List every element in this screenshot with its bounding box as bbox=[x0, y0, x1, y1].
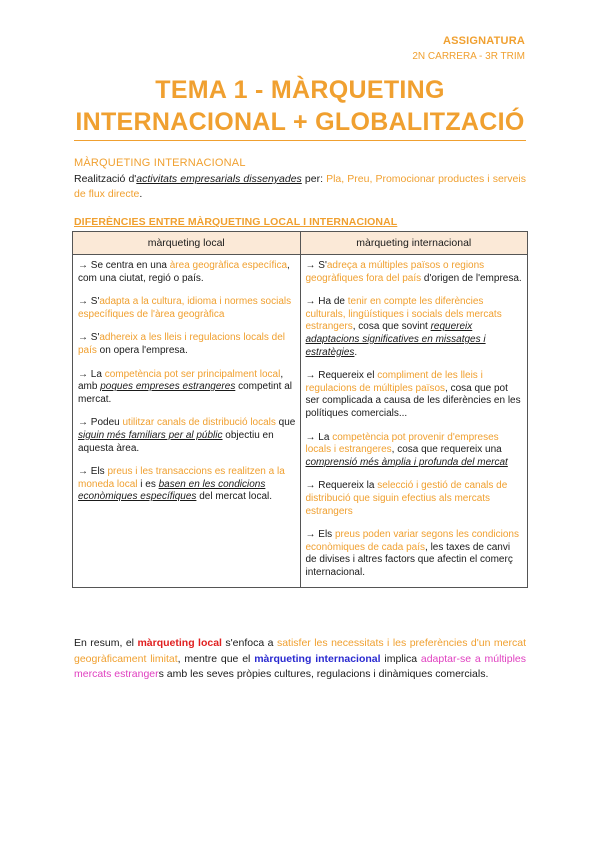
local-point bbox=[78, 296, 296, 321]
emphasis: basen en les condicions econòmiques específiques bbox=[78, 478, 266, 503]
text: implica bbox=[380, 652, 421, 665]
international-marketing-cell bbox=[300, 255, 528, 588]
international-point bbox=[306, 296, 524, 359]
highlight: preus i les transaccions es realitzen a la moneda local bbox=[78, 466, 285, 490]
emphasis: poques empreses estrangeres bbox=[100, 381, 236, 393]
text: s'enfoca a bbox=[221, 637, 277, 649]
text: → Els bbox=[78, 466, 108, 478]
highlight: selecció i gestió de canals de distribució que siguin efectius als mercats estrangers bbox=[305, 480, 508, 517]
international-marketing-term: màrqueting internacional bbox=[254, 652, 381, 665]
page-title bbox=[72, 74, 528, 138]
highlight: tenir en compte les diferències culturals, lingüístiques i socials dels mercats estrangers bbox=[305, 296, 502, 333]
local-marketing-term: màrqueting local bbox=[137, 637, 222, 649]
text: del mercat local. bbox=[196, 491, 273, 503]
intro-text-3: per: bbox=[301, 173, 327, 185]
text: que bbox=[275, 417, 296, 429]
document-header bbox=[412, 34, 525, 64]
emphasis: requereix adaptacions significatives en missatges i estratègies bbox=[305, 321, 486, 358]
text: , cosa que requereix una bbox=[391, 444, 502, 456]
text: → Requereix la bbox=[305, 480, 378, 492]
subject-label: ASSIGNATURA bbox=[442, 35, 525, 47]
text: on opera l'empresa. bbox=[96, 344, 188, 356]
emphasis: siguin més familiars per al públic bbox=[78, 429, 223, 441]
summary-paragraph bbox=[74, 636, 526, 683]
highlight: adapta a la cultura, idioma i normes socials específiques de l'àrea geogràfica bbox=[78, 296, 292, 320]
comparison-table bbox=[72, 231, 528, 588]
local-marketing-cell bbox=[73, 255, 301, 588]
text: , amb bbox=[78, 368, 284, 393]
text: → La bbox=[78, 368, 105, 380]
text: En resum, el bbox=[74, 637, 138, 649]
highlight: preus poden variar segons les condicions econòmiques de cada país bbox=[305, 529, 519, 553]
international-point bbox=[306, 260, 524, 285]
text: i es bbox=[137, 478, 159, 490]
text: s amb les seves pròpies cultures, regulacions i dinàmiques comercials. bbox=[158, 668, 489, 680]
text: , cosa que sovint bbox=[352, 321, 431, 333]
local-point bbox=[78, 260, 296, 285]
text: → Requereix el bbox=[305, 370, 378, 382]
title-line-1: TEMA 1 - MÀRQUETING bbox=[155, 76, 445, 104]
text: → Se centra en una bbox=[78, 260, 170, 271]
column-header-local: màrqueting local bbox=[73, 232, 301, 255]
highlight: competència pot ser principalment local bbox=[104, 368, 281, 380]
emphasis: comprensió més àmplia i profunda del mercat bbox=[305, 456, 508, 468]
text: → Ha de bbox=[305, 296, 348, 308]
text: objectiu en aquesta àrea. bbox=[78, 429, 274, 454]
international-point bbox=[306, 432, 524, 470]
intro-text-4: Pla, Preu, Promocionar productes i serveis de flux directe bbox=[74, 173, 526, 200]
text: → S' bbox=[78, 332, 100, 344]
text: → Podeu bbox=[78, 417, 123, 429]
local-point bbox=[78, 466, 296, 504]
highlight: adaptar-se a múltiples mercats estranger bbox=[74, 652, 526, 680]
highlight: compliment de les lleis i regulacions de múltiples països bbox=[305, 370, 483, 394]
title-line-2: INTERNACIONAL + GLOBALITZACIÓ bbox=[75, 108, 525, 136]
text: , les taxes de canvi de divises i altres factors que afectin el comerç internacional. bbox=[305, 541, 513, 578]
section-heading-differences: DIFERÈNCIES ENTRE MÀRQUETING LOCAL I INTERNACIONAL bbox=[74, 216, 398, 228]
highlight: utilitzar canals de distribució locals bbox=[122, 417, 276, 429]
text: , mentre que el bbox=[177, 652, 255, 665]
intro-text-1: Realització d' bbox=[74, 173, 137, 185]
section-heading-international-marketing: MÀRQUETING INTERNACIONAL bbox=[74, 157, 246, 169]
intro-paragraph bbox=[74, 172, 526, 202]
local-point bbox=[78, 417, 296, 455]
text: → S' bbox=[78, 296, 100, 308]
international-point bbox=[306, 480, 524, 518]
text: → S' bbox=[305, 260, 327, 271]
international-point bbox=[306, 529, 524, 579]
text: competint al mercat. bbox=[78, 381, 293, 405]
text: → La bbox=[305, 431, 333, 443]
intro-text-5: . bbox=[139, 188, 143, 200]
text: → Els bbox=[305, 529, 335, 541]
highlight: competència pot provenir d'empreses locals i estrangeres bbox=[305, 431, 499, 456]
course-label: 2N CARRERA - 3R TRIM bbox=[412, 51, 525, 62]
intro-text-2: activitats empresarials dissenyades bbox=[136, 173, 302, 185]
text: d'origen de l'empresa. bbox=[421, 272, 522, 284]
text: , com una ciutat, regió o país. bbox=[78, 260, 290, 284]
international-point bbox=[306, 370, 524, 420]
text: , cosa que pot ser complicada a causa de les diferències en les polítiques comercials... bbox=[305, 382, 521, 419]
local-point bbox=[78, 332, 296, 357]
highlight: adhereix a les lleis i regulacions locals del país bbox=[78, 332, 286, 356]
highlight: àrea geogràfica específica bbox=[169, 260, 288, 271]
title-divider bbox=[74, 140, 526, 141]
local-point bbox=[78, 369, 296, 407]
highlight: satisfer les necessitats i les preferències d'un mercat geogràficament limitat bbox=[74, 637, 526, 665]
column-header-international: màrqueting internacional bbox=[300, 232, 528, 255]
highlight: adreça a múltiples països o regions geogràfiques fora del país bbox=[305, 260, 485, 284]
text: . bbox=[354, 346, 358, 358]
